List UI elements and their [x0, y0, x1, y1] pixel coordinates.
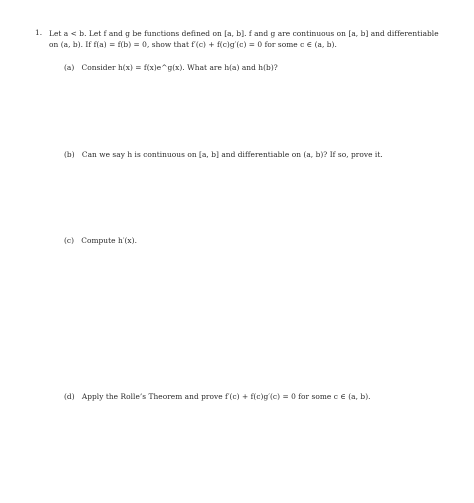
part-a-text: Consider h(x) = f(x)e^g(x). What are h(a) and h(b)? [81, 63, 278, 72]
part-c-label: (c) [64, 236, 75, 245]
part-d [64, 392, 371, 402]
part-d-text: Apply the Rolle’s Theorem and prove f′(c) + f(c)g′(c) = 0 for some c ∈ (a, b). [81, 392, 371, 401]
part-c [64, 236, 137, 246]
part-b-text: Can we say h is continuous on [a, b] and differentiable on (a, b)? If so, prove it. [81, 150, 383, 159]
problem-statement [49, 28, 459, 50]
problem-number: 1. [35, 28, 43, 37]
problem-statement-line-2: on (a, b). If f(a) = f(b) = 0, show that f′(c) + f(c)g′(c) = 0 for some c ∈ (a, b). [49, 40, 337, 49]
part-a [64, 63, 278, 73]
part-d-label: (d) [64, 392, 75, 401]
part-c-text: Compute h′(x). [81, 236, 137, 245]
problem-statement-line-1: Let a < b. Let f and g be functions defined on [a, b]. f and g are continuous on [a, b] and differentiable [49, 29, 439, 38]
part-a-label: (a) [64, 63, 75, 72]
part-b-label: (b) [64, 150, 75, 159]
part-b [64, 150, 383, 160]
